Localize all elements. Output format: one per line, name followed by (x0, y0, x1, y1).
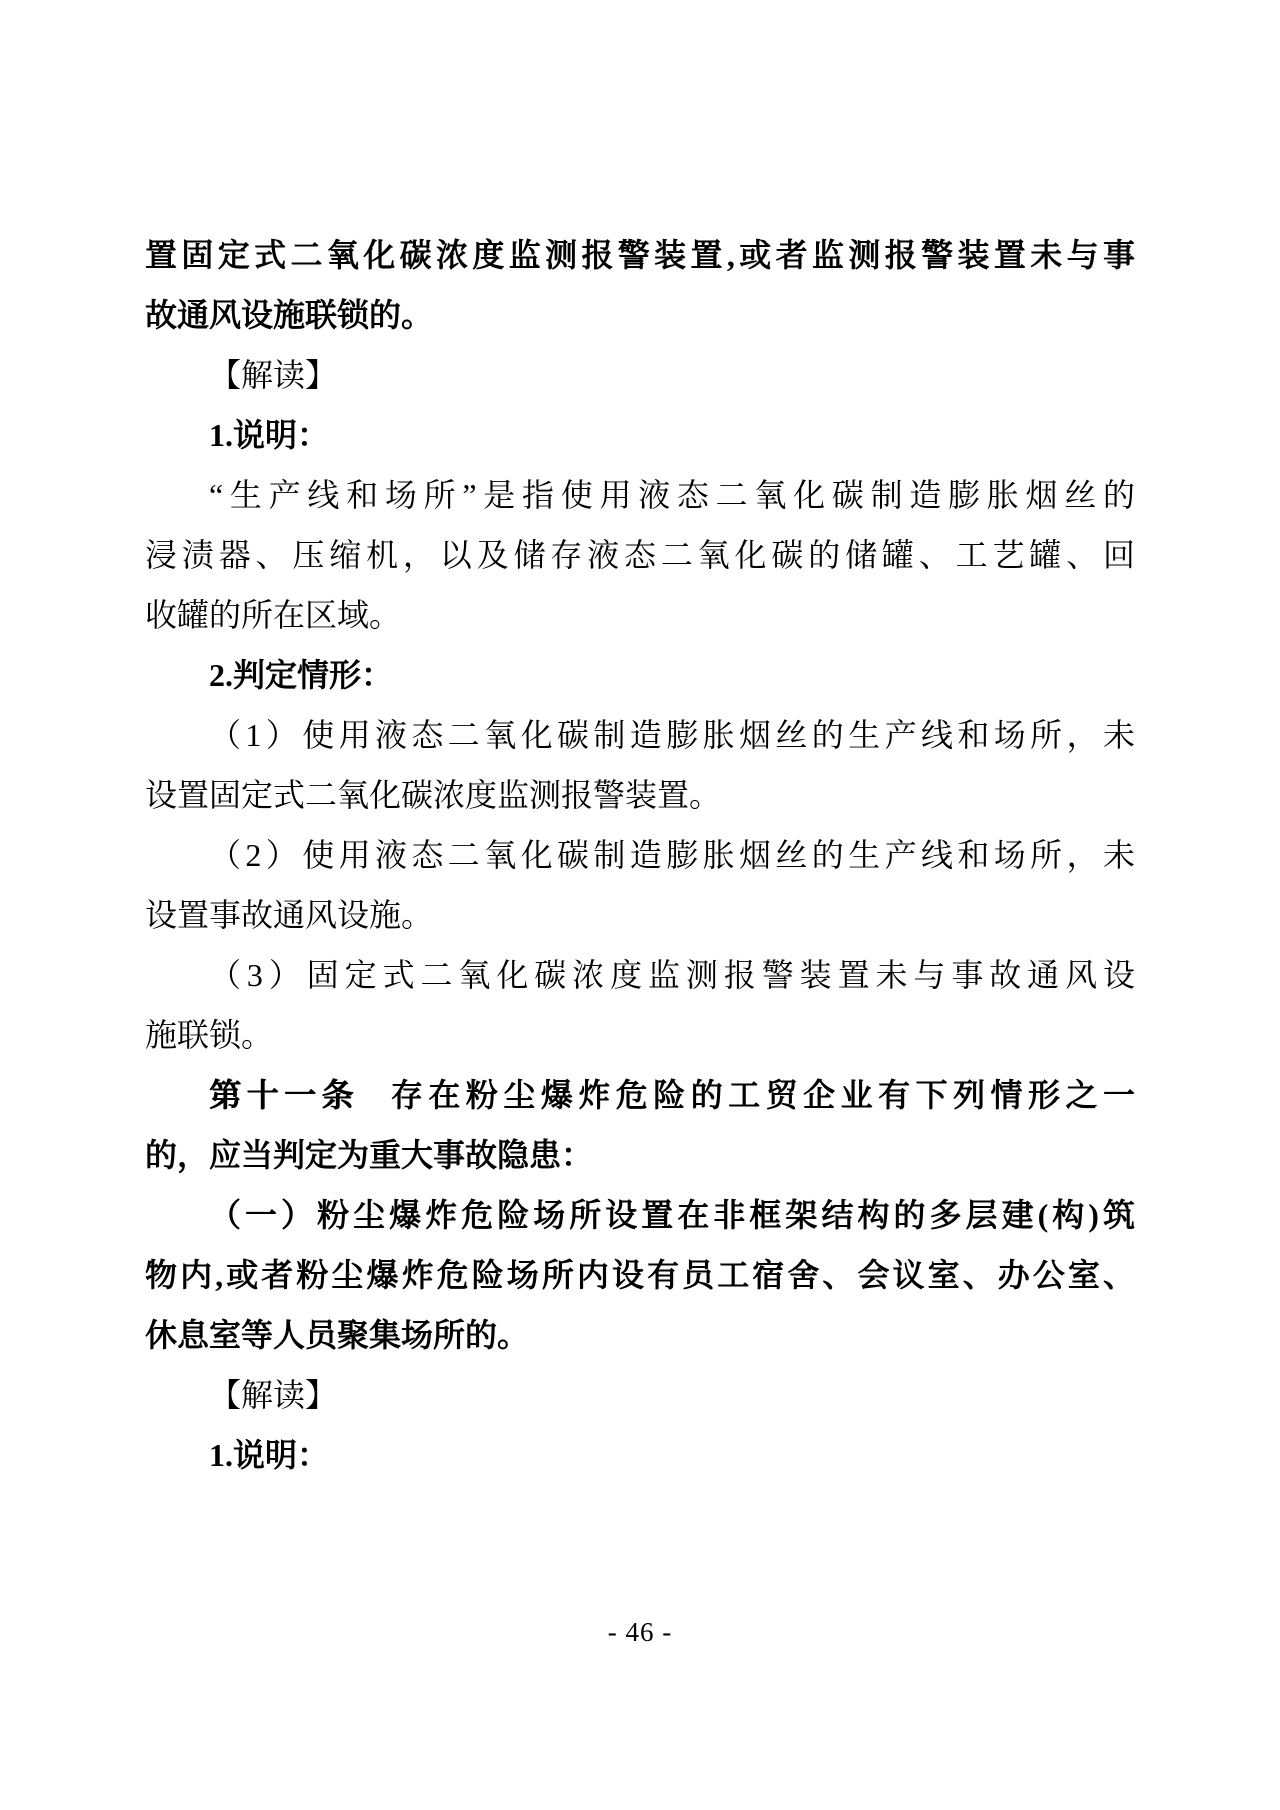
determination-item-1-line: （1）使用液态二氧化碳制造膨胀烟丝的生产线和场所，未 (209, 717, 1135, 753)
article-11-item-1-line: 物内,或者粉尘爆炸危险场所内设有员工宿舍、会议室、办公室、 (145, 1257, 1135, 1293)
clause-continuation-line: 故通风设施联锁的。 (145, 297, 434, 333)
determination-item-2-line: （2）使用液态二氧化碳制造膨胀烟丝的生产线和场所，未 (209, 837, 1135, 873)
section-explain-heading: 1.说明： (209, 417, 330, 453)
section-determination-heading: 2.判定情形： (209, 657, 394, 693)
determination-item-1-line: 设置固定式二氧化碳浓度监测报警装置。 (145, 777, 722, 813)
article-11-item-1-line: （一）粉尘爆炸危险场所设置在非框架结构的多层建(构)筑 (209, 1197, 1135, 1233)
determination-item-3-line: （3）固定式二氧化碳浓度监测报警装置未与事故通风设 (209, 957, 1135, 993)
clause-continuation-line: 置固定式二氧化碳浓度监测报警装置,或者监测报警装置未与事 (145, 237, 1135, 273)
determination-item-3-line: 施联锁。 (145, 1017, 274, 1053)
page-number: - 46 - (607, 1617, 673, 1647)
section-explain-heading: 1.说明： (209, 1437, 330, 1473)
interpretation-text-line: 浸渍器、压缩机，以及储存液态二氧化碳的储罐、工艺罐、回 (145, 537, 1135, 573)
article-11-continuation-line: 的，应当判定为重大事故隐患： (145, 1137, 594, 1173)
interpretation-heading: 【解读】 (209, 1377, 338, 1413)
article-11-item-1-line: 休息室等人员聚集场所的。 (145, 1317, 530, 1353)
article-11-text: 存在粉尘爆炸危险的工贸企业有下列情形之一 (390, 1077, 1135, 1113)
interpretation-text-line: “生产线和场所”是指使用液态二氧化碳制造膨胀烟丝的 (209, 477, 1135, 513)
determination-item-2-line: 设置事故通风设施。 (145, 897, 434, 933)
text-block (145, 225, 1135, 1485)
interpretation-heading: 【解读】 (209, 357, 338, 393)
interpretation-text-line: 收罐的所在区域。 (145, 597, 402, 633)
article-11-number: 第十一条 (209, 1077, 359, 1113)
article-11-line (145, 1065, 1135, 1125)
